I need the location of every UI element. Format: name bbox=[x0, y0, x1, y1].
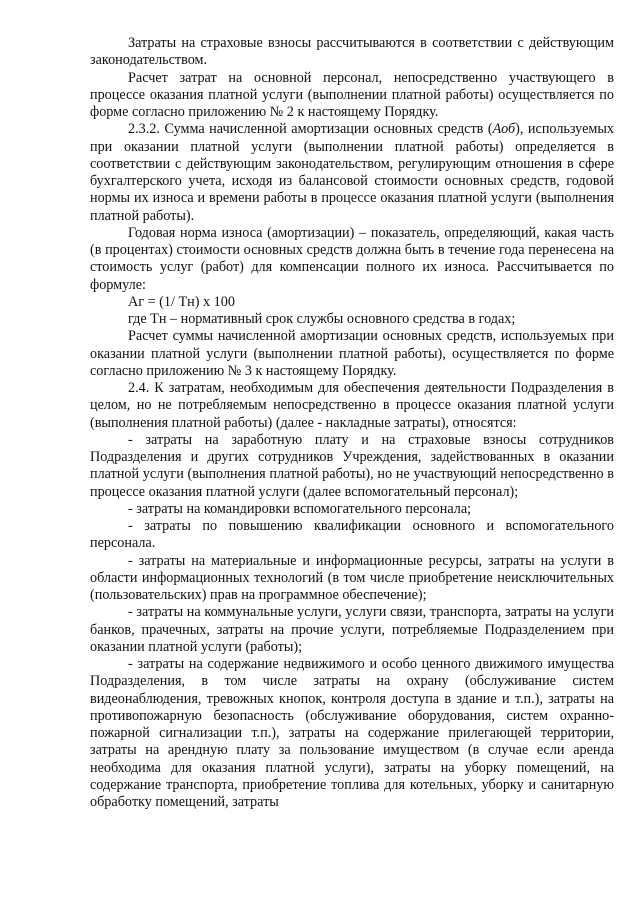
formula-line: Аг = (1/ Тн) x 100 bbox=[128, 293, 235, 310]
list-item-utilities: - затраты на коммунальные услуги, услуги связи, транспорта, затраты на услуги банков, прачечных, затраты на прочие услуги, потребляемые Подразделением при оказании платной услуги (работы); bbox=[90, 604, 614, 655]
list-item-qualification: - затраты по повышению квалификации основного и вспомогательного персонала. bbox=[90, 518, 614, 552]
list-item-material-resources: - затраты на материальные и информационные ресурсы, затраты на услуги в области информационных технологий (в том числе приобретение неисключительных (пользовательских) прав на программное обеспечение); bbox=[90, 552, 614, 603]
list-item-business-trips: - затраты на командировки вспомогательного персонала; bbox=[128, 500, 472, 517]
paragraph-depreciation-calculation: Расчет суммы начисленной амортизации основных средств, используемых при оказании платной услуги (выполнении платной работы), осуществляется по форме согласно приложению № 3 к настоящему Порядку. bbox=[90, 328, 614, 379]
paragraph-depreciation bbox=[90, 121, 614, 225]
depreciation-text-start: 2.3.2. Сумма начисленной амортизации основных средств ( bbox=[128, 121, 493, 138]
depreciation-symbol: Аоб bbox=[492, 121, 516, 138]
formula-definition: где Тн – нормативный срок службы основного средства в годах; bbox=[128, 311, 516, 327]
paragraph-main-staff-costs: Расчет затрат на основной персонал, непосредственно участвующего в процессе оказания платной услуги (выполнении платной работы) осуществляется по форме согласно приложению № 2 к настоящему Порядку. bbox=[90, 69, 614, 120]
list-item-salary: - затраты на заработную плату и на страховые взносы сотрудников Подразделения и других сотрудников Учреждения, задействованных в оказании платной услуги (выполнения платной работы), но не участвующий непосредственно в процессе оказания платной услуги (далее вспомогательный персонал); bbox=[90, 431, 614, 500]
document-body bbox=[90, 35, 614, 811]
paragraph-annual-wear-rate: Годовая норма износа (амортизации) – показатель, определяющий, какая часть (в процентах) стоимости основных средств должна быть в течение года перенесена на стоимость услуг (работ) для компенсации полного их износа. Рассчитывается по формуле: bbox=[90, 224, 614, 293]
depreciation-text-end: ), используемых при оказании платной услуги (выполнении платной работы) определяется в соответствии с действующим законодательством, регулирующим отношения в сфере бухгалтерского учета, исходя из балансовой стоимости основных средств, годовой нормы их износа и времени работы в процессе оказания платной услуги (выполнения платной работы). bbox=[90, 121, 614, 224]
paragraph-insurance-contributions: Затраты на страховые взносы рассчитываются в соответствии с действующим законодательством. bbox=[90, 35, 614, 69]
paragraph-overhead-costs: 2.4. К затратам, необходимым для обеспечения деятельности Подразделения в целом, но не потребляемым непосредственно в процессе оказания платной услуги (выполнения платной работы) (далее - накладные затраты), относятся: bbox=[90, 380, 614, 431]
list-item-property-maintenance: - затраты на содержание недвижимого и особо ценного движимого имущества Подразделения, в том числе затраты на охрану (обслуживание систем видеонаблюдения, тревожных кнопок, контроля доступа в здание и т.п.), затраты на противопожарную безопасность (обслуживание оборудования, систем охранно-пожарной сигнализации т.п.), затраты на содержание прилегающей территории, затраты на арендную плату за пользование имуществом (в случае если аренда необходима для оказания платной услуги), затраты на уборку помещений, на содержание транспорта, приобретение топлива для котельных, уборку и санитарную обработку помещений, затраты bbox=[90, 656, 614, 810]
